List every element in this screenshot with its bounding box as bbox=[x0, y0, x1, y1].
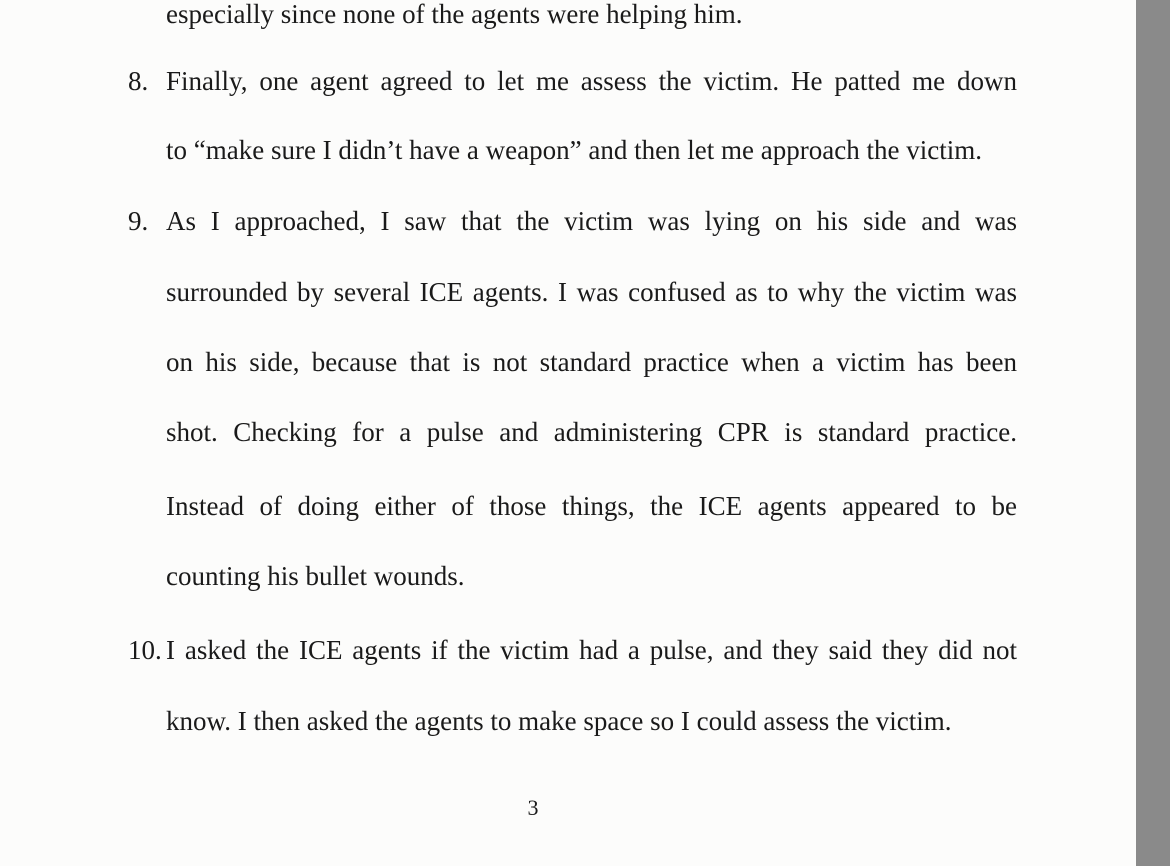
paragraph-9-line-4: shot. Checking for a pulse and administering CPR is standard practice. bbox=[166, 417, 1017, 447]
paragraph-9-line-6: counting his bullet wounds. bbox=[166, 561, 465, 591]
paragraph-number-8: 8. bbox=[128, 66, 149, 96]
scan-edge-border bbox=[1136, 0, 1170, 866]
paragraph-9-line-1: As I approached, I saw that the victim was lying on his side and was bbox=[166, 206, 1017, 236]
continuation-line: especially since none of the agents were helping him. bbox=[166, 0, 743, 29]
page-number: 3 bbox=[527, 795, 539, 820]
paragraph-number-10: 10. bbox=[128, 635, 162, 665]
paragraph-9-line-3: on his side, because that is not standard practice when a victim has been bbox=[166, 347, 1017, 377]
paragraph-10-line-1: I asked the ICE agents if the victim had a pulse, and they said they did not bbox=[166, 635, 1017, 665]
paragraph-10-line-2: know. I then asked the agents to make space so I could assess the victim. bbox=[166, 706, 952, 736]
paragraph-8-line-2: to “make sure I didn’t have a weapon” and then let me approach the victim. bbox=[166, 135, 982, 165]
paragraph-number-9: 9. bbox=[128, 206, 149, 236]
paragraph-9-line-2: surrounded by several ICE agents. I was confused as to why the victim was bbox=[166, 277, 1017, 307]
paragraph-9-line-5: Instead of doing either of those things, the ICE agents appeared to be bbox=[166, 491, 1017, 521]
paragraph-8-line-1: Finally, one agent agreed to let me assess the victim. He patted me down bbox=[166, 66, 1017, 96]
